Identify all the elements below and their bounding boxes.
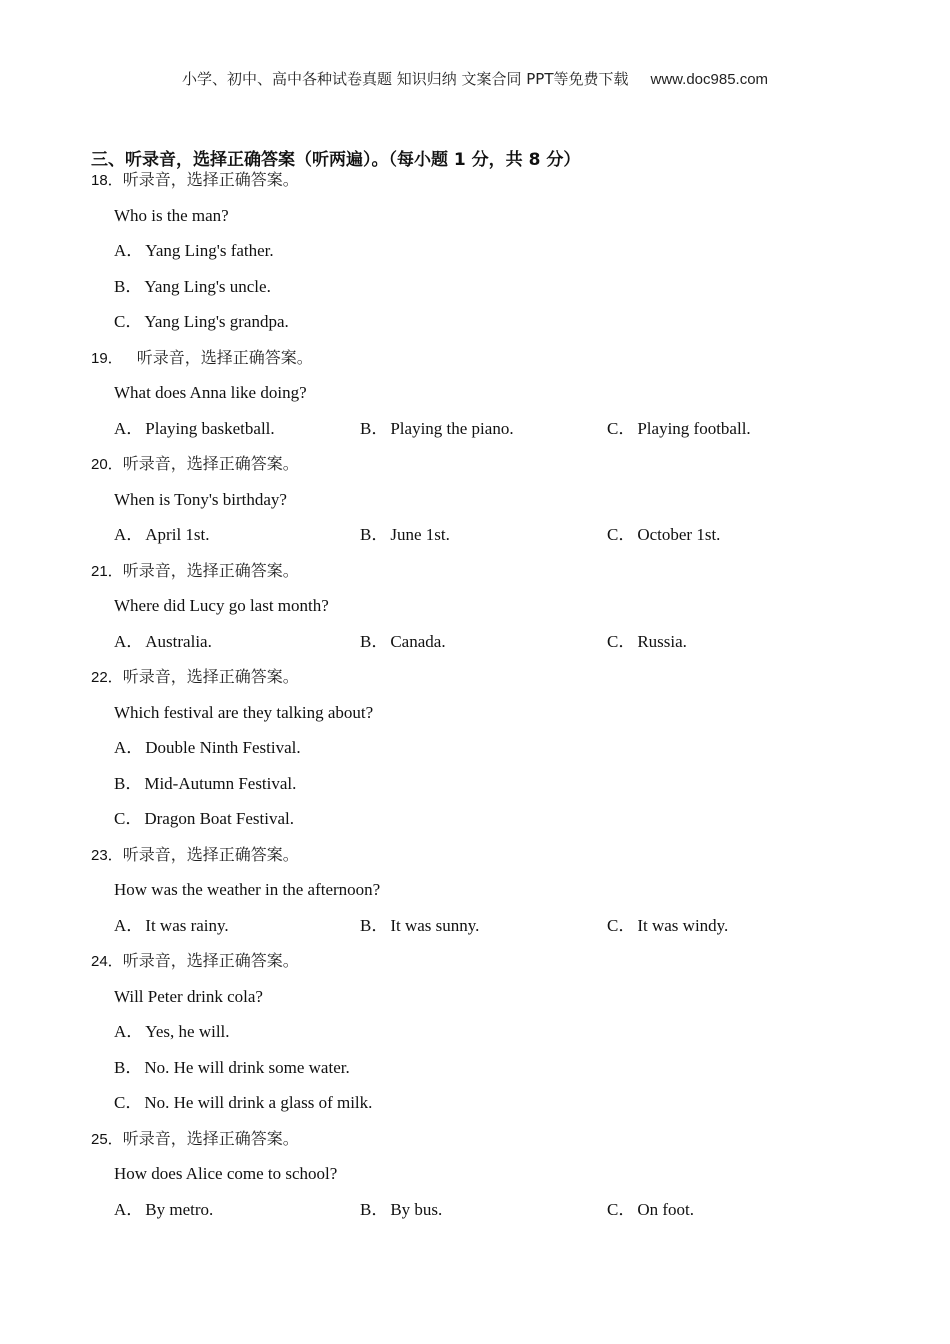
question-block <box>0 560 950 667</box>
option-letter: B． <box>114 773 143 793</box>
question-instruction: 听录音，选择正确答案。 <box>122 951 299 970</box>
option-letter: C． <box>607 1199 636 1219</box>
answer-option <box>0 1021 950 1057</box>
answer-option <box>114 418 275 440</box>
answer-option <box>360 1199 442 1221</box>
answer-option <box>607 1199 694 1221</box>
option-letter: A． <box>114 525 144 544</box>
question-instruction: 听录音，选择正确答案。 <box>122 454 299 473</box>
option-text: Mid-Autumn Festival. <box>144 773 297 793</box>
option-letter: B． <box>114 276 143 296</box>
option-text: Yang Ling's grandpa. <box>144 312 289 331</box>
question-header <box>0 950 950 986</box>
answer-option <box>114 631 212 653</box>
option-text: Russia. <box>637 631 687 651</box>
option-letter: A． <box>114 418 144 438</box>
option-text: No. He will drink some water. <box>144 1057 350 1077</box>
question-text: How was the weather in the afternoon? <box>114 880 381 899</box>
option-letter: B． <box>360 418 389 438</box>
option-row <box>0 524 950 560</box>
question-header <box>0 453 950 489</box>
answer-option <box>607 524 720 546</box>
option-letter: C． <box>607 631 636 651</box>
question-number: 21． <box>91 562 123 580</box>
answer-option <box>607 631 687 653</box>
answer-option <box>360 915 479 937</box>
question-number: 22． <box>91 669 123 686</box>
option-text: It was rainy. <box>145 915 229 935</box>
option-text: April 1st. <box>145 525 210 544</box>
question-number: 23． <box>91 846 123 864</box>
option-text: Yes, he will. <box>145 1022 230 1041</box>
question-header <box>0 347 950 383</box>
question-block <box>0 666 950 844</box>
question-header <box>0 844 950 880</box>
question-instruction: 听录音，选择正确答案。 <box>122 560 299 580</box>
question-number: 19． <box>91 349 123 367</box>
answer-option <box>114 915 229 937</box>
option-text: By metro. <box>145 1199 214 1219</box>
option-text: October 1st. <box>637 525 721 544</box>
question-list <box>0 169 950 1234</box>
option-letter: A． <box>114 631 144 651</box>
answer-option <box>360 524 450 546</box>
option-row <box>0 631 950 667</box>
question-instruction: 听录音，选择正确答案。 <box>136 347 313 367</box>
option-text: It was windy. <box>637 915 729 935</box>
option-letter: B． <box>360 1199 389 1219</box>
option-text: Australia. <box>145 631 212 651</box>
answer-option <box>114 524 210 546</box>
section-title: 三、听录音，选择正确答案（听两遍）。（每小题 1 分，共 8 分） <box>91 150 581 170</box>
header-site-link[interactable]: www.doc985.com <box>650 71 769 88</box>
option-text: Playing basketball. <box>145 418 275 438</box>
question-text: How does Alice come to school? <box>114 1164 338 1183</box>
question-text: What does Anna like doing? <box>114 383 307 402</box>
question-block <box>0 169 950 347</box>
option-letter: B． <box>360 525 389 544</box>
question-header <box>0 560 950 596</box>
option-text: Dragon Boat Festival. <box>144 809 295 828</box>
option-letter: A． <box>114 1022 144 1041</box>
option-letter: C． <box>607 418 636 438</box>
option-text: June 1st. <box>390 525 450 544</box>
answer-option <box>0 240 950 276</box>
question-text: When is Tony's birthday? <box>114 489 287 509</box>
option-letter: B． <box>360 915 389 935</box>
question-number: 24． <box>91 953 123 970</box>
option-row <box>0 1199 950 1235</box>
option-letter: B． <box>360 631 389 651</box>
option-text: Double Ninth Festival. <box>145 738 301 757</box>
answer-option <box>360 631 446 653</box>
question-instruction: 听录音，选择正确答案。 <box>122 1128 299 1148</box>
page-header <box>0 68 950 89</box>
option-letter: A． <box>114 241 144 260</box>
option-row <box>0 915 950 951</box>
question-number: 20． <box>91 456 123 473</box>
option-letter: A． <box>114 915 144 935</box>
option-letter: B． <box>114 1057 143 1077</box>
option-letter: A． <box>114 738 144 757</box>
question-text: Which festival are they talking about? <box>114 702 374 722</box>
option-text: On foot. <box>637 1199 695 1219</box>
option-letter: C． <box>114 809 143 828</box>
question-text: Where did Lucy go last month? <box>114 596 329 615</box>
header-text: 小学、初中、高中各种试卷真题 知识归纳 文案合同 PPT等免费下载 <box>181 70 629 88</box>
question-text: Who is the man? <box>114 205 229 225</box>
answer-option <box>607 418 751 440</box>
option-text: Playing the piano. <box>390 418 514 438</box>
option-letter: C． <box>607 915 636 935</box>
question-number: 25． <box>91 1130 123 1148</box>
option-letter: A． <box>114 1199 144 1219</box>
question-text: Will Peter drink cola? <box>114 986 263 1006</box>
answer-option <box>0 808 950 844</box>
option-text: Canada. <box>390 631 446 651</box>
answer-option <box>0 1057 950 1093</box>
question-block <box>0 844 950 951</box>
question-number: 18． <box>91 172 123 189</box>
option-text: By bus. <box>390 1199 443 1219</box>
option-text: It was sunny. <box>390 915 480 935</box>
answer-option <box>607 915 728 937</box>
answer-option <box>0 276 950 312</box>
question-header <box>0 1128 950 1164</box>
answer-option <box>360 418 514 440</box>
option-text: Yang Ling's uncle. <box>144 276 271 296</box>
answer-option <box>0 773 950 809</box>
question-instruction: 听录音，选择正确答案。 <box>122 844 299 864</box>
option-letter: C． <box>607 525 636 544</box>
question-block <box>0 453 950 560</box>
answer-option <box>114 1199 213 1221</box>
question-block <box>0 950 950 1128</box>
question-block <box>0 347 950 454</box>
option-text: No. He will drink a glass of milk. <box>144 1093 373 1112</box>
option-letter: C． <box>114 1093 143 1112</box>
answer-option <box>0 1092 950 1128</box>
option-text: Playing football. <box>637 418 751 438</box>
option-letter: C． <box>114 312 143 331</box>
answer-option <box>0 311 950 347</box>
option-row <box>0 418 950 454</box>
option-text: Yang Ling's father. <box>145 241 274 260</box>
question-instruction: 听录音，选择正确答案。 <box>122 170 299 189</box>
question-header <box>0 666 950 702</box>
question-instruction: 听录音，选择正确答案。 <box>122 667 299 686</box>
question-header <box>0 169 950 205</box>
answer-option <box>0 737 950 773</box>
question-block <box>0 1128 950 1235</box>
